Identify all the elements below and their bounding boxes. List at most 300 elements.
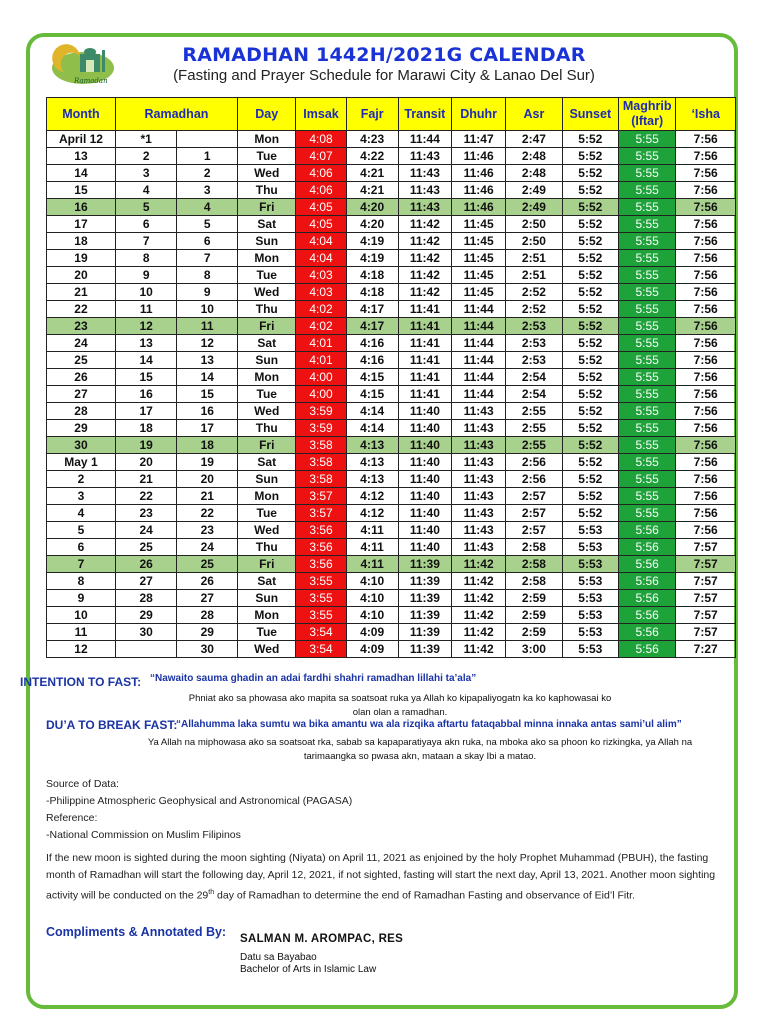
- source-item: -Philippine Atmospheric Geophysical and Astronomical (PAGASA): [46, 795, 353, 807]
- dhuhr-cell: 11:45: [451, 250, 505, 267]
- col-maghrib-label: Maghrib: [622, 99, 672, 113]
- month-cell: April 12: [47, 131, 116, 148]
- month-cell: 28: [47, 403, 116, 420]
- maghrib-cell: 5:55: [618, 284, 675, 301]
- isha-cell: 7:56: [676, 318, 736, 335]
- month-cell: 24: [47, 335, 116, 352]
- transit-cell: 11:41: [398, 352, 451, 369]
- ramadhan-cell: 18: [115, 420, 177, 437]
- imsak-cell: 4:01: [296, 335, 346, 352]
- imsak-cell: 4:03: [296, 284, 346, 301]
- ramadhan-alt-cell: 4: [177, 199, 238, 216]
- ramadhan-cell: 15: [115, 369, 177, 386]
- dhuhr-cell: 11:44: [451, 335, 505, 352]
- fajr-cell: 4:20: [346, 216, 398, 233]
- ramadhan-cell: 16: [115, 386, 177, 403]
- transit-cell: 11:41: [398, 318, 451, 335]
- table-row: [47, 539, 736, 556]
- transit-cell: 11:40: [398, 403, 451, 420]
- moon-sighting-note: [46, 850, 726, 905]
- isha-cell: 7:56: [676, 403, 736, 420]
- imsak-cell: 3:58: [296, 454, 346, 471]
- month-cell: 13: [47, 148, 116, 165]
- fajr-cell: 4:10: [346, 607, 398, 624]
- asr-cell: 2:50: [506, 233, 562, 250]
- dhuhr-cell: 11:43: [451, 539, 505, 556]
- maghrib-cell: 5:55: [618, 437, 675, 454]
- maghrib-cell: 5:55: [618, 148, 675, 165]
- transit-cell: 11:39: [398, 590, 451, 607]
- dhuhr-cell: 11:46: [451, 199, 505, 216]
- imsak-cell: 4:03: [296, 267, 346, 284]
- fajr-cell: 4:13: [346, 454, 398, 471]
- maghrib-cell: 5:55: [618, 182, 675, 199]
- month-cell: 3: [47, 488, 116, 505]
- author-name: SALMAN M. AROMPAC, RES: [240, 933, 404, 945]
- table-row: [47, 488, 736, 505]
- maghrib-cell: 5:56: [618, 590, 675, 607]
- asr-cell: 2:57: [506, 488, 562, 505]
- table-row: [47, 182, 736, 199]
- ramadhan-cell: 8: [115, 250, 177, 267]
- col-sunset: Sunset: [562, 98, 618, 131]
- asr-cell: 2:52: [506, 284, 562, 301]
- maghrib-cell: 5:55: [618, 386, 675, 403]
- day-cell: Sat: [238, 454, 296, 471]
- table-row: [47, 607, 736, 624]
- fajr-cell: 4:10: [346, 573, 398, 590]
- ramadhan-cell: 23: [115, 505, 177, 522]
- day-cell: Tue: [238, 148, 296, 165]
- sunset-cell: 5:52: [562, 182, 618, 199]
- month-cell: 27: [47, 386, 116, 403]
- fajr-cell: 4:17: [346, 318, 398, 335]
- transit-cell: 11:42: [398, 233, 451, 250]
- transit-cell: 11:42: [398, 216, 451, 233]
- note-text-a: If the new moon is sighted during the moon sighting (Niyata) on April 11, 2021 as enjoined by the holy Prophet Muhammad (PBUH), the fasting month of Ramadhan will start the following day, April 12, 2021, if not sighted, fasting will start the next day, April 13, 2021. Another moon sighting activity will be conducted on the 29: [46, 852, 716, 902]
- dhuhr-cell: 11:43: [451, 454, 505, 471]
- maghrib-cell: 5:55: [618, 488, 675, 505]
- ramadhan-cell: 30: [115, 624, 177, 641]
- asr-cell: 2:51: [506, 250, 562, 267]
- asr-cell: 2:48: [506, 165, 562, 182]
- dua-translation: [100, 736, 740, 764]
- table-header-row: [47, 98, 736, 131]
- table-row: [47, 403, 736, 420]
- sunset-cell: 5:53: [562, 573, 618, 590]
- reference-heading: Reference:: [46, 812, 98, 824]
- ramadhan-cell: *1: [115, 131, 177, 148]
- asr-cell: 2:49: [506, 182, 562, 199]
- dhuhr-cell: 11:42: [451, 624, 505, 641]
- ramadhan-alt-cell: 18: [177, 437, 238, 454]
- ramadhan-alt-cell: 21: [177, 488, 238, 505]
- table-row: [47, 641, 736, 658]
- author-titles: [240, 952, 376, 976]
- col-transit: Transit: [398, 98, 451, 131]
- month-cell: May 1: [47, 454, 116, 471]
- table-row: [47, 148, 736, 165]
- month-cell: 26: [47, 369, 116, 386]
- month-cell: 7: [47, 556, 116, 573]
- ramadhan-alt-cell: 9: [177, 284, 238, 301]
- imsak-cell: 3:56: [296, 522, 346, 539]
- transit-cell: 11:43: [398, 199, 451, 216]
- asr-cell: 2:55: [506, 437, 562, 454]
- month-cell: 9: [47, 590, 116, 607]
- day-cell: Mon: [238, 369, 296, 386]
- isha-cell: 7:56: [676, 233, 736, 250]
- imsak-cell: 3:54: [296, 624, 346, 641]
- table-row: [47, 556, 736, 573]
- dhuhr-cell: 11:44: [451, 369, 505, 386]
- asr-cell: 2:58: [506, 556, 562, 573]
- transit-cell: 11:41: [398, 386, 451, 403]
- table-row: [47, 199, 736, 216]
- sunset-cell: 5:52: [562, 301, 618, 318]
- ramadhan-alt-cell: 23: [177, 522, 238, 539]
- day-cell: Sat: [238, 573, 296, 590]
- dhuhr-cell: 11:42: [451, 590, 505, 607]
- maghrib-cell: 5:56: [618, 641, 675, 658]
- isha-cell: 7:27: [676, 641, 736, 658]
- table-row: [47, 522, 736, 539]
- imsak-cell: 4:02: [296, 318, 346, 335]
- sunset-cell: 5:52: [562, 488, 618, 505]
- day-cell: Wed: [238, 165, 296, 182]
- day-cell: Mon: [238, 131, 296, 148]
- table-row: [47, 233, 736, 250]
- ramadhan-alt-cell: 27: [177, 590, 238, 607]
- ramadhan-alt-cell: 19: [177, 454, 238, 471]
- day-cell: Tue: [238, 267, 296, 284]
- fajr-cell: 4:18: [346, 267, 398, 284]
- transit-cell: 11:43: [398, 182, 451, 199]
- asr-cell: 2:59: [506, 624, 562, 641]
- month-cell: 18: [47, 233, 116, 250]
- day-cell: Tue: [238, 624, 296, 641]
- fajr-cell: 4:20: [346, 199, 398, 216]
- maghrib-cell: 5:55: [618, 420, 675, 437]
- imsak-cell: 4:04: [296, 250, 346, 267]
- ramadhan-cell: 22: [115, 488, 177, 505]
- isha-cell: 7:56: [676, 505, 736, 522]
- dua-text: “Allahumma laka sumtu wa bika amantu wa ala rizqika aftartu fataqabbal minna innaka antas sami’ul alim”: [176, 719, 682, 730]
- sunset-cell: 5:53: [562, 590, 618, 607]
- imsak-cell: 3:58: [296, 471, 346, 488]
- imsak-cell: 4:01: [296, 352, 346, 369]
- table-row: [47, 335, 736, 352]
- transit-cell: 11:40: [398, 522, 451, 539]
- day-cell: Sat: [238, 216, 296, 233]
- isha-cell: 7:57: [676, 607, 736, 624]
- author-degree: Bachelor of Arts in Islamic Law: [240, 964, 377, 975]
- dhuhr-cell: 11:46: [451, 182, 505, 199]
- col-month: Month: [47, 98, 116, 131]
- sunset-cell: 5:52: [562, 199, 618, 216]
- maghrib-cell: 5:55: [618, 335, 675, 352]
- table-row: [47, 471, 736, 488]
- ramadhan-alt-cell: [177, 131, 238, 148]
- dhuhr-cell: 11:43: [451, 471, 505, 488]
- sunset-cell: 5:53: [562, 607, 618, 624]
- ramadhan-alt-cell: 14: [177, 369, 238, 386]
- sunset-cell: 5:52: [562, 267, 618, 284]
- imsak-cell: 4:08: [296, 131, 346, 148]
- fajr-cell: 4:11: [346, 539, 398, 556]
- sunset-cell: 5:52: [562, 318, 618, 335]
- dhuhr-cell: 11:45: [451, 216, 505, 233]
- month-cell: 5: [47, 522, 116, 539]
- day-cell: Tue: [238, 386, 296, 403]
- maghrib-cell: 5:55: [618, 250, 675, 267]
- maghrib-cell: 5:55: [618, 131, 675, 148]
- col-asr: Asr: [506, 98, 562, 131]
- month-cell: 22: [47, 301, 116, 318]
- table-row: [47, 386, 736, 403]
- maghrib-cell: 5:55: [618, 454, 675, 471]
- dhuhr-cell: 11:46: [451, 165, 505, 182]
- transit-cell: 11:40: [398, 488, 451, 505]
- imsak-cell: 3:57: [296, 505, 346, 522]
- day-cell: Sun: [238, 233, 296, 250]
- dhuhr-cell: 11:42: [451, 573, 505, 590]
- intention-label: INTENTION TO FAST:: [20, 675, 142, 689]
- dhuhr-cell: 11:42: [451, 556, 505, 573]
- sunset-cell: 5:52: [562, 386, 618, 403]
- imsak-cell: 3:59: [296, 403, 346, 420]
- table-row: [47, 590, 736, 607]
- day-cell: Fri: [238, 199, 296, 216]
- ramadhan-alt-cell: 10: [177, 301, 238, 318]
- month-cell: 17: [47, 216, 116, 233]
- fajr-cell: 4:10: [346, 590, 398, 607]
- ramadhan-alt-cell: 6: [177, 233, 238, 250]
- day-cell: Mon: [238, 488, 296, 505]
- col-day: Day: [238, 98, 296, 131]
- ramadhan-cell: 19: [115, 437, 177, 454]
- imsak-cell: 3:56: [296, 539, 346, 556]
- dua-label: DU’A TO BREAK FAST:: [46, 718, 178, 732]
- ramadhan-cell: 24: [115, 522, 177, 539]
- sunset-cell: 5:52: [562, 403, 618, 420]
- asr-cell: 2:50: [506, 216, 562, 233]
- transit-cell: 11:44: [398, 131, 451, 148]
- imsak-cell: 4:02: [296, 301, 346, 318]
- sunset-cell: 5:52: [562, 148, 618, 165]
- maghrib-cell: 5:55: [618, 471, 675, 488]
- ramadhan-cell: 27: [115, 573, 177, 590]
- day-cell: Thu: [238, 539, 296, 556]
- isha-cell: 7:56: [676, 165, 736, 182]
- isha-cell: 7:56: [676, 335, 736, 352]
- ramadhan-alt-cell: 3: [177, 182, 238, 199]
- transit-cell: 11:39: [398, 641, 451, 658]
- sunset-cell: 5:53: [562, 556, 618, 573]
- dhuhr-cell: 11:42: [451, 641, 505, 658]
- fajr-cell: 4:14: [346, 420, 398, 437]
- day-cell: Thu: [238, 301, 296, 318]
- ramadhan-alt-cell: 25: [177, 556, 238, 573]
- isha-cell: 7:57: [676, 590, 736, 607]
- imsak-cell: 3:54: [296, 641, 346, 658]
- ramadhan-cell: 12: [115, 318, 177, 335]
- ramadhan-alt-cell: 22: [177, 505, 238, 522]
- table-row: [47, 505, 736, 522]
- compliments-label: Compliments & Annotated By:: [46, 925, 227, 939]
- intention-translation-line: Phniat ako sa phowasa ako mapita sa soatsoat ruka ya Allah ko kipapaliyogatn ka ko kaphowasai ko: [188, 693, 612, 704]
- asr-cell: 2:53: [506, 318, 562, 335]
- ramadhan-cell: 4: [115, 182, 177, 199]
- ramadhan-cell: 21: [115, 471, 177, 488]
- dhuhr-cell: 11:43: [451, 420, 505, 437]
- month-cell: 21: [47, 284, 116, 301]
- dhuhr-cell: 11:45: [451, 284, 505, 301]
- ramadhan-cell: 3: [115, 165, 177, 182]
- imsak-cell: 3:57: [296, 488, 346, 505]
- table-row: [47, 369, 736, 386]
- transit-cell: 11:40: [398, 454, 451, 471]
- maghrib-cell: 5:55: [618, 216, 675, 233]
- fajr-cell: 4:15: [346, 386, 398, 403]
- ramadhan-alt-cell: 15: [177, 386, 238, 403]
- ramadhan-alt-cell: 28: [177, 607, 238, 624]
- month-cell: 4: [47, 505, 116, 522]
- ramadhan-alt-cell: 24: [177, 539, 238, 556]
- asr-cell: 2:55: [506, 420, 562, 437]
- transit-cell: 11:39: [398, 607, 451, 624]
- ramadhan-cell: [115, 641, 177, 658]
- sunset-cell: 5:52: [562, 369, 618, 386]
- sunset-cell: 5:53: [562, 624, 618, 641]
- table-row: [47, 624, 736, 641]
- svg-text:Ramadan: Ramadan: [74, 77, 108, 85]
- day-cell: Wed: [238, 522, 296, 539]
- dhuhr-cell: 11:42: [451, 607, 505, 624]
- month-cell: 14: [47, 165, 116, 182]
- isha-cell: 7:57: [676, 556, 736, 573]
- transit-cell: 11:42: [398, 250, 451, 267]
- dhuhr-cell: 11:43: [451, 522, 505, 539]
- dhuhr-cell: 11:43: [451, 505, 505, 522]
- isha-cell: 7:56: [676, 148, 736, 165]
- ramadhan-alt-cell: 26: [177, 573, 238, 590]
- note-superscript: th: [208, 889, 215, 896]
- ramadhan-cell: 25: [115, 539, 177, 556]
- maghrib-cell: 5:55: [618, 403, 675, 420]
- transit-cell: 11:43: [398, 165, 451, 182]
- col-dhuhr: Dhuhr: [451, 98, 505, 131]
- sunset-cell: 5:52: [562, 352, 618, 369]
- sunset-cell: 5:52: [562, 471, 618, 488]
- sunset-cell: 5:52: [562, 437, 618, 454]
- reference-item: -National Commission on Muslim Filipinos: [46, 829, 241, 841]
- asr-cell: 2:58: [506, 573, 562, 590]
- asr-cell: 2:59: [506, 590, 562, 607]
- fajr-cell: 4:09: [346, 624, 398, 641]
- sunset-cell: 5:52: [562, 505, 618, 522]
- ramadhan-cell: 29: [115, 607, 177, 624]
- isha-cell: 7:56: [676, 301, 736, 318]
- imsak-cell: 3:55: [296, 607, 346, 624]
- month-cell: 19: [47, 250, 116, 267]
- imsak-cell: 3:55: [296, 590, 346, 607]
- sunset-cell: 5:53: [562, 539, 618, 556]
- table-row: [47, 284, 736, 301]
- month-cell: 16: [47, 199, 116, 216]
- imsak-cell: 4:06: [296, 182, 346, 199]
- ramadhan-alt-cell: 5: [177, 216, 238, 233]
- isha-cell: 7:56: [676, 199, 736, 216]
- ramadhan-alt-cell: 11: [177, 318, 238, 335]
- ramadhan-alt-cell: 2: [177, 165, 238, 182]
- fajr-cell: 4:17: [346, 301, 398, 318]
- month-cell: 8: [47, 573, 116, 590]
- month-cell: 11: [47, 624, 116, 641]
- table-row: [47, 267, 736, 284]
- day-cell: Fri: [238, 318, 296, 335]
- maghrib-cell: 5:55: [618, 369, 675, 386]
- isha-cell: 7:56: [676, 454, 736, 471]
- maghrib-cell: 5:55: [618, 505, 675, 522]
- col-maghrib-sublabel: (Iftar): [631, 114, 664, 128]
- ramadhan-cell: 5: [115, 199, 177, 216]
- maghrib-cell: 5:56: [618, 607, 675, 624]
- table-row: [47, 437, 736, 454]
- table-row: [47, 573, 736, 590]
- ramadhan-cell: 14: [115, 352, 177, 369]
- maghrib-cell: 5:55: [618, 318, 675, 335]
- isha-cell: 7:56: [676, 284, 736, 301]
- dhuhr-cell: 11:47: [451, 131, 505, 148]
- ramadhan-cell: 28: [115, 590, 177, 607]
- transit-cell: 11:39: [398, 624, 451, 641]
- fajr-cell: 4:15: [346, 369, 398, 386]
- fajr-cell: 4:12: [346, 505, 398, 522]
- ramadhan-cell: 2: [115, 148, 177, 165]
- ramadhan-cell: 20: [115, 454, 177, 471]
- table-row: [47, 420, 736, 437]
- ramadhan-cell: 6: [115, 216, 177, 233]
- ramadhan-cell: 11: [115, 301, 177, 318]
- ramadhan-alt-cell: 1: [177, 148, 238, 165]
- day-cell: Fri: [238, 437, 296, 454]
- day-cell: Sun: [238, 590, 296, 607]
- isha-cell: 7:57: [676, 573, 736, 590]
- fajr-cell: 4:11: [346, 556, 398, 573]
- transit-cell: 11:42: [398, 267, 451, 284]
- isha-cell: 7:57: [676, 624, 736, 641]
- col-ramadhan: Ramadhan: [115, 98, 237, 131]
- table-row: [47, 131, 736, 148]
- dhuhr-cell: 11:43: [451, 488, 505, 505]
- ramadhan-cell: 13: [115, 335, 177, 352]
- transit-cell: 11:40: [398, 539, 451, 556]
- table-row: [47, 165, 736, 182]
- dua-translation-line: Ya Allah na miphowasa ako sa soatsoat rka, sabab sa kapaparatiyaya akn ruka, na mboka ako sa phoon ko rizkingka, ya Allah na: [147, 737, 693, 748]
- fajr-cell: 4:09: [346, 641, 398, 658]
- ramadhan-cell: 10: [115, 284, 177, 301]
- transit-cell: 11:42: [398, 284, 451, 301]
- maghrib-cell: 5:55: [618, 165, 675, 182]
- sunset-cell: 5:52: [562, 420, 618, 437]
- maghrib-cell: 5:56: [618, 573, 675, 590]
- transit-cell: 11:41: [398, 369, 451, 386]
- month-cell: 15: [47, 182, 116, 199]
- intention-text: “Nawaito sauma ghadin an adai fardhi shahri ramadhan lillahi ta’ala”: [150, 673, 477, 684]
- imsak-cell: 4:05: [296, 199, 346, 216]
- imsak-cell: 3:59: [296, 420, 346, 437]
